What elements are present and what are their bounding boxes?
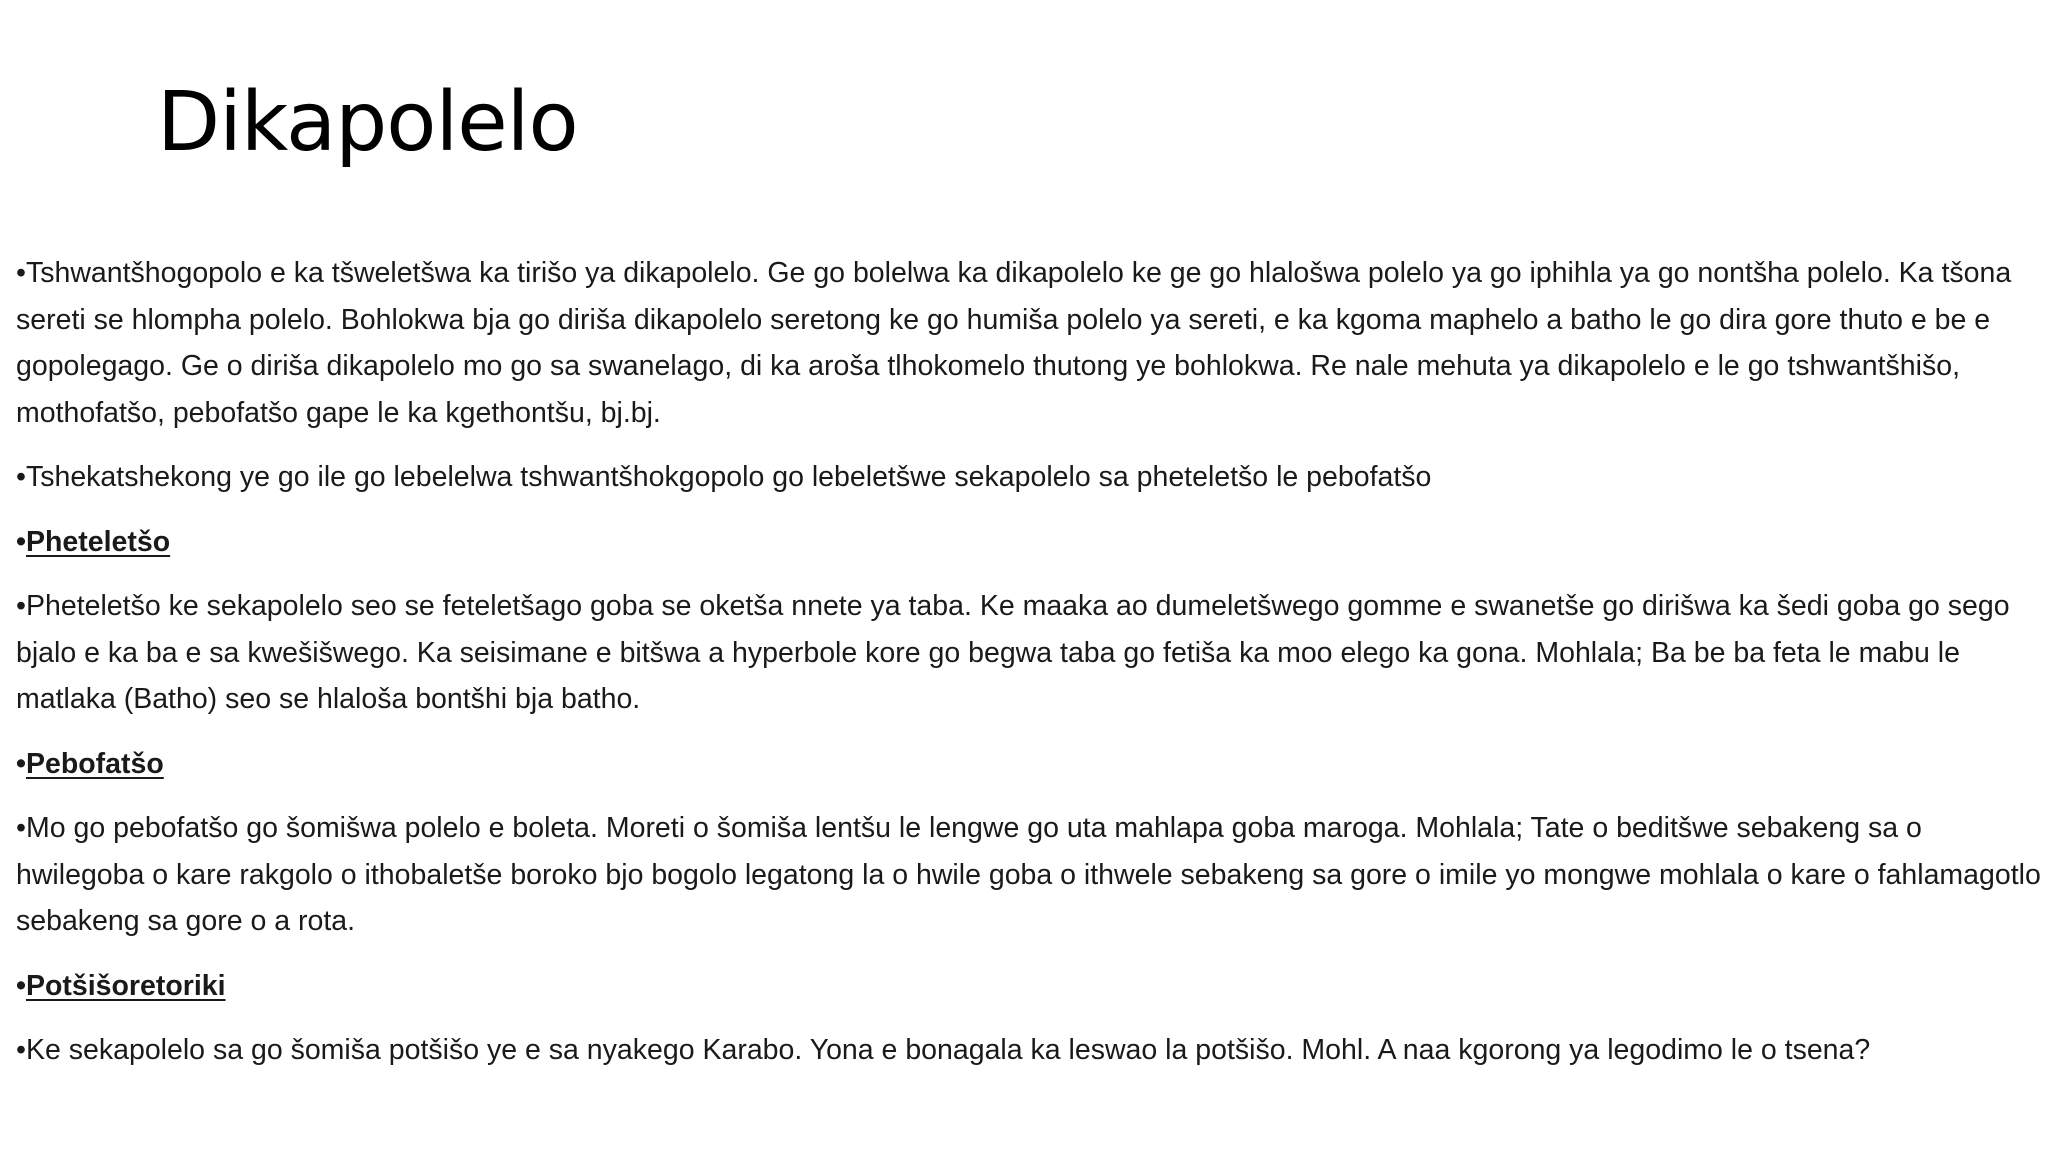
bullet: • [16,812,26,844]
paragraph-pebofatso [16,805,2041,945]
bullet: • [16,461,26,493]
paragraph-analysis [16,454,2041,501]
paragraph-text: Tshwantšhogopolo e ka tšweletšwa ka tirišo ya dikapolelo. Ge go bolelwa ka dikapolelo ke ge go hlalošwa polelo ya go iphihla ya go nontšha polelo. Ka tšona sereti se hlompha polelo. Bohlokwa bja go diriša dikapolelo seretong ke go humiša polelo ya sereti, e ka kgoma maphelo a batho le go dira gore thuto e be e gopolegago. Ge o diriša dikapolelo mo go sa swanelago, di ka aroša tlhokomelo thutong ye bohlokwa. Re nale mehuta ya dikapolelo e le go tshwantšhišo, mothofatšo, pebofatšo gape le ka kgethontšu, bj.bj. [16,257,2012,429]
section-heading-potsisoretoriki [16,963,2041,1010]
paragraph-text: Ke sekapolelo sa go šomiša potšišo ye e sa nyakego Karabo. Yona e bonagala ka leswao la potšišo. Mohl. A naa kgorong ya legodimo le o tsena? [25,1034,1871,1066]
paragraph-text: Tshekatshekong ye go ile go lebelelwa tshwantšhokgopolo go lebeletšwe sekapolelo sa pheteletšo le pebofatšo [25,461,1432,493]
paragraph-pheteletso [16,583,2041,723]
section-heading-pebofatso [16,741,2041,788]
bullet: • [16,590,26,622]
section-heading-pheteletso [16,519,2041,566]
slide-body [16,250,2041,1092]
bullet: • [16,969,26,1002]
heading-label: Pheteletšo [25,525,171,558]
heading-label: Potšišoretoriki [25,969,226,1002]
bullet: • [16,257,26,289]
paragraph-potsisoretoriki [16,1027,2041,1074]
paragraph-intro [16,250,2041,436]
paragraph-text: Mo go pebofatšo go šomišwa polelo e boleta. Moreti o šomiša lentšu le lengwe go uta mahlapa goba maroga. Mohlala; Tate o beditšwe sebakeng sa o hwilegoba o kare rakgolo o ithobaletše boroko bjo bogolo legatong la o hwile goba o ithwele sebakeng sa gore o imile yo mongwe mohlala o kare o fahlamagotlo sebakeng sa gore o a rota. [16,812,2041,937]
bullet: • [16,747,26,780]
slide-title: Dikapolelo [157,75,578,170]
heading-label: Pebofatšo [25,747,164,780]
paragraph-text: Pheteletšo ke sekapolelo seo se feteletšago goba se oketša nnete ya taba. Ke maaka ao dumeletšwego gomme e swanetše go dirišwa ka šedi goba go sego bjalo e ka ba e sa kwešišwego. Ka seisimane e bitšwa a hyperbole kore go begwa taba go fetiša ka moo elego ka gona. Mohlala; Ba be ba feta le mabu le matlaka (Batho) seo se hlaloša bontšhi bja batho. [16,590,2010,715]
bullet: • [16,1034,26,1066]
bullet: • [16,525,26,558]
